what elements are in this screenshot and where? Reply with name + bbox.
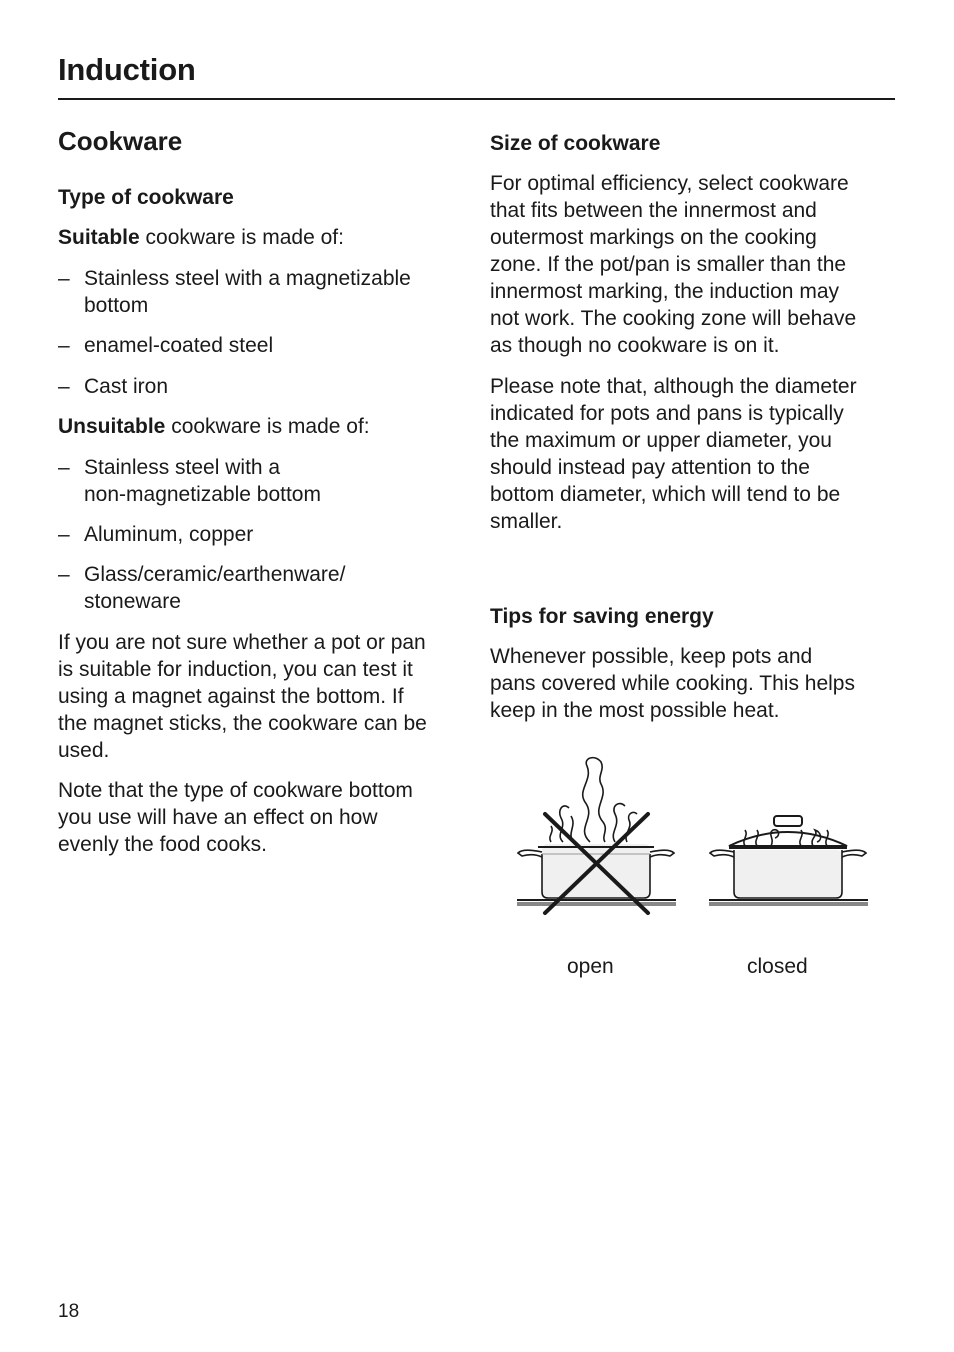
list-item [58, 521, 468, 548]
list-item-line: Aluminum, copper [84, 523, 254, 546]
list-dash: – [58, 334, 70, 357]
text-line: the maximum or upper diameter, you [490, 429, 832, 452]
pot-comparison-svg [505, 750, 885, 950]
text-line: as though no cookware is on it. [490, 334, 780, 357]
list-item-line: enamel-coated steel [84, 334, 274, 357]
list-dash: – [58, 375, 70, 398]
text-line: not work. The cooking zone will behave [490, 307, 857, 330]
list-dash: – [58, 267, 70, 290]
subheading-tips-for-saving-energy: Tips for saving energy [490, 605, 714, 628]
list-item-line: Cast iron [84, 375, 169, 398]
text-line: used. [58, 739, 110, 762]
size-paragraph-2 [490, 373, 857, 535]
text-line: evenly the food cooks. [58, 833, 267, 856]
magnet-test-paragraph [58, 629, 427, 764]
text-line: smaller. [490, 510, 563, 533]
text-line: the magnet sticks, the cookware can be [58, 712, 427, 735]
label-open: open [567, 955, 614, 978]
label-closed: closed [747, 955, 808, 978]
title-divider [58, 98, 895, 100]
text-line: Note that the type of cookware bottom [58, 779, 413, 802]
list-item-line: Stainless steel with a magnetizable [84, 267, 411, 290]
unsuitable-keyword: Unsuitable [58, 415, 166, 438]
text-line: innermost marking, the induction may [490, 280, 839, 303]
list-item-line: non-magnetizable bottom [84, 483, 321, 506]
text-line: keep in the most possible heat. [490, 699, 780, 722]
list-item-line: Glass/ceramic/earthenware/ [84, 563, 346, 586]
section-heading-cookware: Cookware [58, 126, 183, 156]
pot-illustration [505, 750, 885, 990]
list-item-line: stoneware [84, 590, 181, 613]
open-pot-icon [517, 758, 676, 904]
text-line: is suitable for induction, you can test it [58, 658, 413, 681]
list-item [58, 332, 468, 359]
suitable-keyword: Suitable [58, 226, 140, 249]
text-line: For optimal efficiency, select cookware [490, 172, 849, 195]
text-line: If you are not sure whether a pot or pan [58, 631, 426, 654]
list-item-line: bottom [84, 294, 149, 317]
size-paragraph-1 [490, 170, 856, 359]
text-line: that fits between the innermost and [490, 199, 817, 222]
closed-pot-icon [709, 816, 868, 904]
text-line: bottom diameter, which will tend to be [490, 483, 841, 506]
list-dash: – [58, 456, 70, 479]
list-item [58, 265, 468, 319]
text-line: should instead pay attention to the [490, 456, 810, 479]
text-line: Whenever possible, keep pots and [490, 645, 813, 668]
subheading-type-of-cookware: Type of cookware [58, 186, 234, 209]
unsuitable-intro-text: cookware is made of: [165, 415, 370, 438]
tips-paragraph [490, 643, 855, 724]
text-line: you use will have an effect on how [58, 806, 378, 829]
suitable-intro-text: cookware is made of: [139, 226, 344, 249]
list-dash: – [58, 523, 70, 546]
page-title: Induction [58, 52, 196, 87]
list-item [58, 454, 468, 508]
page-number: 18 [58, 1301, 80, 1322]
unsuitable-intro [58, 413, 370, 440]
list-item [58, 373, 468, 400]
text-line: using a magnet against the bottom. If [58, 685, 404, 708]
suitable-intro [58, 224, 344, 251]
text-line: Please note that, although the diameter [490, 375, 857, 398]
cookware-bottom-paragraph [58, 777, 413, 858]
list-item [58, 561, 468, 615]
text-line: indicated for pots and pans is typically [490, 402, 844, 425]
subheading-size-of-cookware: Size of cookware [490, 132, 661, 155]
text-line: pans covered while cooking. This helps [490, 672, 855, 695]
text-line: zone. If the pot/pan is smaller than the [490, 253, 847, 276]
list-dash: – [58, 563, 70, 586]
list-item-line: Stainless steel with a [84, 456, 281, 479]
text-line: outermost markings on the cooking [490, 226, 817, 249]
